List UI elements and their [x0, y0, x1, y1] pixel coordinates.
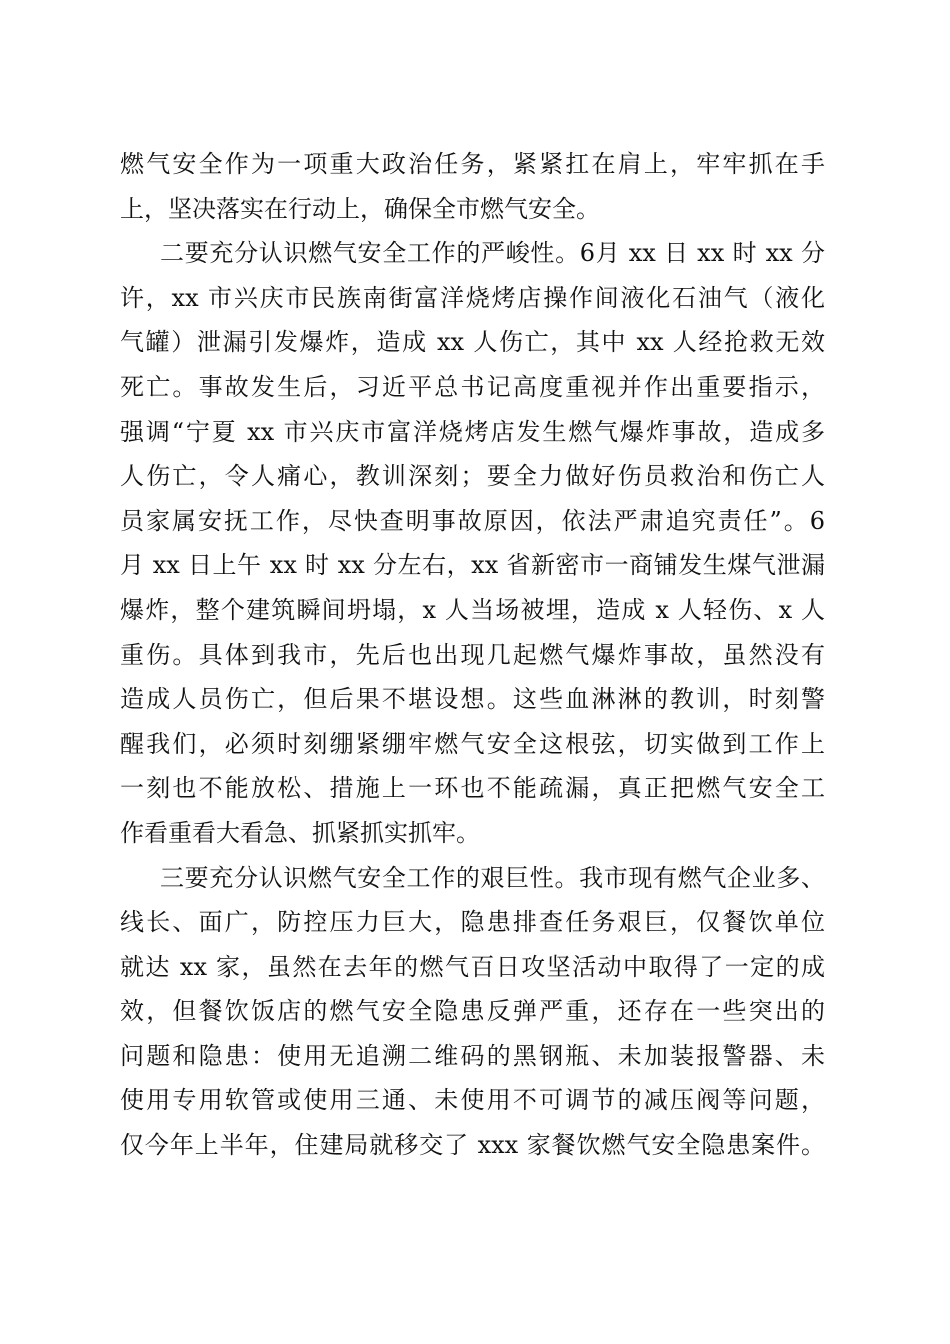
text-line: 人伤亡，令人痛心，教训深刻；要全力做好伤员救治和伤亡人	[120, 462, 825, 491]
paragraph-3	[120, 856, 825, 1168]
text-line: 气罐）泄漏引发爆炸，造成 xx 人伤亡，其中 xx 人经抢救无效	[120, 328, 825, 357]
text-line: 二要充分认识燃气安全工作的严峻性。6月 xx 日 xx 时 xx 分	[160, 239, 825, 268]
text-line: 月 xx 日上午 xx 时 xx 分左右，xx 省新密市一商铺发生煤气泄漏	[120, 551, 825, 580]
text-line: 造成人员伤亡，但后果不堪设想。这些血淋淋的教训，时刻警	[120, 685, 825, 714]
document-body	[120, 142, 825, 1168]
text-line: 效，但餐饮饭店的燃气安全隐患反弹严重，还存在一些突出的	[120, 997, 825, 1026]
text-line: 一刻也不能放松、措施上一环也不能疏漏，真正把燃气安全工	[120, 774, 825, 803]
text-line: 线长、面广，防控压力巨大，隐患排查任务艰巨，仅餐饮单位	[120, 908, 825, 937]
text-line: 就达 xx 家，虽然在去年的燃气百日攻坚活动中取得了一定的成	[120, 952, 825, 981]
paragraph-1	[120, 142, 825, 231]
text-line: 强调“宁夏 xx 市兴庆市富洋烧烤店发生燃气爆炸事故，造成多	[120, 417, 825, 446]
text-line: 许，xx 市兴庆市民族南街富洋烧烤店操作间液化石油气（液化	[120, 283, 825, 312]
text-line: 员家属安抚工作，尽快查明事故原因，依法严肃追究责任”。6	[120, 506, 825, 535]
text-line: 死亡。事故发生后，习近平总书记高度重视并作出重要指示，	[120, 372, 825, 401]
text-line: 醒我们，必须时刻绷紧绷牢燃气安全这根弦，切实做到工作上	[120, 729, 825, 758]
text-line: 燃气安全作为一项重大政治任务，紧紧扛在肩上，牢牢抓在手	[120, 150, 825, 178]
text-line: 使用专用软管或使用三通、未使用不可调节的减压阀等问题，	[120, 1086, 825, 1115]
text-line: 问题和隐患：使用无追溯二维码的黑钢瓶、未加装报警器、未	[120, 1041, 825, 1070]
text-line: 作看重看大看急、抓紧抓实抓牢。	[120, 818, 480, 847]
paragraph-2	[120, 231, 825, 855]
text-line: 上，坚决落实在行动上，确保全市燃气安全。	[120, 194, 600, 223]
text-line: 重伤。具体到我市，先后也出现几起燃气爆炸事故，虽然没有	[120, 640, 825, 669]
text-line: 仅今年上半年，住建局就移交了 xxx 家餐饮燃气安全隐患案件。	[120, 1131, 825, 1160]
text-line: 三要充分认识燃气安全工作的艰巨性。我市现有燃气企业多、	[160, 863, 825, 892]
text-line: 爆炸，整个建筑瞬间坍塌，x 人当场被埋，造成 x 人轻伤、x 人	[120, 595, 825, 624]
